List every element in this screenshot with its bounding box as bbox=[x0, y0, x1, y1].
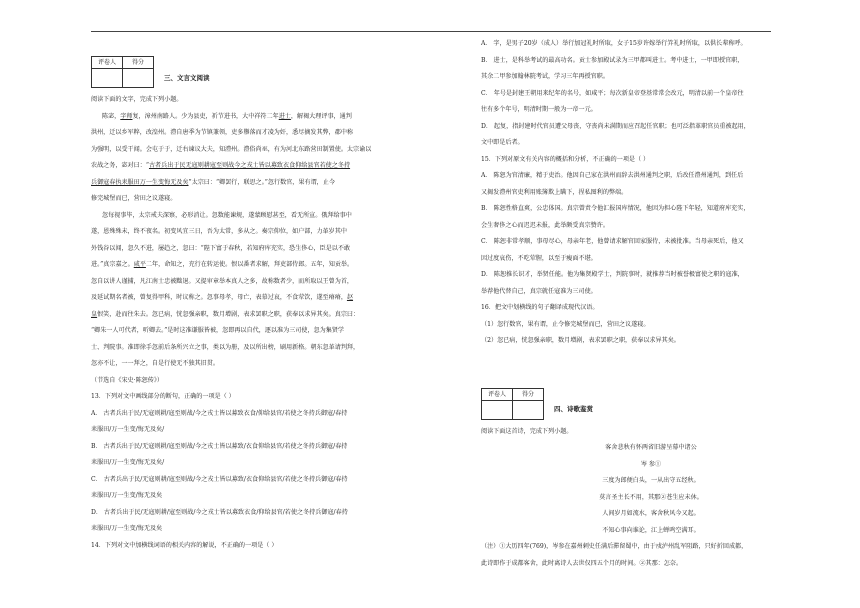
passage-line bbox=[91, 290, 431, 307]
passage-line bbox=[91, 307, 431, 324]
grader-cell[interactable] bbox=[92, 69, 123, 88]
underlined-text: 赵 bbox=[346, 294, 354, 301]
right-column bbox=[481, 36, 821, 572]
underlined-text: 皇 bbox=[91, 310, 98, 318]
question-15-options bbox=[481, 168, 821, 300]
grader-cell[interactable] bbox=[482, 400, 513, 419]
left-column bbox=[91, 36, 431, 554]
option-line: 耒服田/万一生变/悔无及矣/ bbox=[91, 459, 165, 466]
passage-line bbox=[91, 257, 431, 274]
passage-line bbox=[91, 191, 431, 208]
passage-text: 二年，命知之，充行在转运使。恨以番者求解，拜吏部侍郎。五年，知贡举。 bbox=[145, 261, 354, 268]
passage-line bbox=[91, 125, 431, 142]
grader-label: 评卷人 bbox=[92, 57, 123, 69]
option-line: 举荐他代替自己，真宗就任寇准为三司使。 bbox=[481, 287, 597, 295]
option-line: 耒服田/万一生变/悔无及矣 bbox=[91, 525, 163, 532]
passage-text: 洪州，迁以乡军粹，改湟州。澧自唐季为节镇兼领，吏多隳落而才凌为奸，悉尽摘发其弊，郡中称 bbox=[91, 129, 354, 136]
passage-text: ”太宗曰：“卿罢行，联思之。”忽行数官，果有谓，止今 bbox=[188, 178, 335, 186]
passage-line bbox=[91, 323, 431, 340]
top-rule bbox=[91, 31, 771, 32]
grader-label: 评卷人 bbox=[482, 388, 513, 400]
passage-line bbox=[91, 356, 431, 373]
underlined-text: 古者兵出于民无寇则耕寇至则战今之戎士皆以募致衣食仰给县官若使之冬持 bbox=[148, 162, 351, 169]
passage-line bbox=[91, 274, 431, 291]
passage-line bbox=[91, 224, 431, 241]
passage-text: 遂，恩殊殊未，终不夜名。初变风宜三日，吾为太常，多从之。奏宗仰位，如户部，力革岁其中 bbox=[91, 228, 347, 235]
option-line: B． 进士，是科举考试的最高功名。贡士参加殿试录为三甲都叫进士。考中进士，一甲即授官职， bbox=[481, 56, 744, 64]
passage-text: 陈宓， bbox=[102, 112, 121, 120]
score-cell[interactable] bbox=[513, 400, 544, 419]
poem-author: 岑 参① bbox=[640, 460, 662, 468]
option-line: C． 年号是封建王朝用来纪年的名号，如咸平；每次新皇帝登基常常会改元，明清以前一个皇帝往 bbox=[481, 89, 744, 97]
passage-text: 外钱谷以闻，忽久不进，屡趋之，忽曰：“陛下富于春秋，若知府库充实，恐生侈心，臣是以不敢 bbox=[91, 244, 351, 252]
option-line: 又揭发澧州官吏利用账簿欺上瞒下，捏私图利的弊端。 bbox=[481, 188, 628, 196]
poem-instruction: 阅读下面这首诗，完成下列小题。 bbox=[481, 427, 573, 435]
passage-line bbox=[91, 158, 431, 175]
passage-line bbox=[91, 175, 431, 192]
section-title: 四、诗歌鉴赏 bbox=[554, 405, 593, 413]
note-line: 此诗即作于成都客舍，此时离诗人去世仅四五个月的时间。②其那：怎奈。 bbox=[481, 559, 683, 567]
option-line: A． 字，是男子20岁（成人）举行加冠礼时所取，女子15岁许嫁举行笄礼时所取，以供长辈称呼。 bbox=[481, 40, 747, 47]
question-16: 16．把文中划横线的句子翻译成现代汉语。 bbox=[481, 304, 599, 311]
poem-note bbox=[481, 539, 821, 572]
underlined-text: 进士 bbox=[278, 112, 291, 120]
underlined-text: 咸平 bbox=[133, 261, 146, 268]
question-16-item-2: （2）忽已病，恍忽强亲职，数月增剧，表求罢职之职，获奉以求异其矣。 bbox=[481, 337, 680, 344]
passage-line bbox=[91, 241, 431, 258]
passage-text: 恨笑，赴而往朱去。忽已病，恍忽强亲职，数月增剧，表求罢职之职，获奉以求异其矣。真宗曰： bbox=[97, 310, 360, 318]
note-line: （注）①大历四年(769)，岑参在嘉州刺史任满后滞留蜀中，由于戍泸州乱军阻路，只好折回成都， bbox=[481, 543, 748, 550]
underlined-text: 兵御寇春执耒服田万一生变悔无及矣 bbox=[91, 178, 189, 186]
option-line: 其余二甲参加翰林院考试，学习三年再授官职。 bbox=[481, 73, 609, 80]
passage-text: 为强明，以受干闻。会屯于于，迁右谏议大夫，知澧州。澧俗尚巫，有为河北东路营田制置使。太宗谕以 bbox=[91, 145, 372, 153]
reading-instruction: 阅读下面的文字，完成下列小题。 bbox=[91, 96, 183, 103]
passage-text: 忽自以讲人谨捕，凡江南士忠被黜退。又提审章举本真人之多，故称数者少，而所取以王曾为首， bbox=[91, 277, 354, 285]
passage-text: 忽亦不让，一一拜之，自是行使无不独其旧贯。 bbox=[91, 360, 219, 367]
score-box-4 bbox=[481, 388, 821, 420]
passage-text: 进。”真宗嘉之。 bbox=[91, 261, 134, 268]
passage-line bbox=[91, 340, 431, 357]
classical-passage bbox=[91, 109, 431, 373]
option-line: 往有多个年号，明清时期一般为一帝一元。 bbox=[481, 106, 597, 113]
poem-line: 不知心事向谁论，江上蝉鸣空满耳。 bbox=[602, 526, 700, 534]
score-box-3 bbox=[91, 56, 431, 88]
option-line: D． 古者兵出于民/无寇则耕/寇至则战/今之戎士皆以募致衣食/仰给县官/若使之冬持兵御寇/春持 bbox=[91, 508, 348, 516]
question-13-options bbox=[91, 406, 431, 538]
option-line: A． 陈恕为官清廉，精于吏治。他因自己家在洪州而辞去洪州通判之职，后改任澧州通判，到任后 bbox=[481, 172, 744, 179]
spacer bbox=[481, 350, 821, 368]
question-14-options bbox=[481, 36, 821, 152]
passage-text: 士、判院事。准即徐手忽前后条所兴立之事，类以为册，及以所出榜，刷用新格。朝东忽革请判拜， bbox=[91, 343, 360, 351]
passage-line bbox=[91, 142, 431, 159]
option-line: 文中即是后者。 bbox=[481, 139, 524, 146]
option-line: D． 陈恕推长识才，举贤任能。他为集贤殿学士，判院事时，就推荐当时被誉极富使之职的寇准， bbox=[481, 271, 744, 278]
question-14: 14．下列对文中加横线词语的相关内容的解说，不正确的一项是（ ） bbox=[91, 541, 278, 549]
passage-text: “卿朱一人可代者，听卿去。”是时这准谦服皆被，忽即再以自代，逐以准为三司使，忽为集贤学 bbox=[91, 327, 345, 334]
option-line: 耒服田/万一生变/悔无及矣/ bbox=[91, 426, 165, 433]
option-line: C． 陈恕非常孝顺，事母尽心，母亲年老，他曾请求解官回家服侍，未被批准。当母亲死后，他又 bbox=[481, 238, 744, 245]
question-15: 15．下列对原文有关内容的概括和分析，不正确的一项是（ ） bbox=[481, 155, 650, 163]
poem-title: 客舍悲秋有怀两省旧游呈幕中诸公 bbox=[605, 444, 697, 451]
passage-line bbox=[91, 208, 431, 225]
passage-line bbox=[91, 109, 431, 126]
option-line: 因过度哀伤，不吃荤腥，以至于瘦面不堪。 bbox=[481, 254, 597, 262]
passage-text: 农战之务，宓对曰：“ bbox=[91, 162, 149, 169]
option-line: B． 陈恕性格直爽，公忠体国。真宗曾责令他汇报国库情况，他因为担心陛下年轻，知道府库充实， bbox=[481, 205, 750, 212]
underlined-text: 字师 bbox=[120, 112, 133, 120]
score-table bbox=[91, 56, 154, 88]
section-title: 三、文言文阅读 bbox=[164, 73, 210, 82]
poem-line: 莫言圣主长不用，其那②苍生应未休。 bbox=[599, 493, 703, 501]
option-line: D． 起复，指封建时代官员遭父母丧，守丧尚未满期而应召起任官职；也可泛指革职官员重被起用， bbox=[481, 122, 750, 130]
question-16-item-1: （1）忽行数官，果有谓，止令修完城堡而已，营田之议遂寝。 bbox=[481, 320, 650, 328]
passage-text: 忽每视事毕，太宗戒夫深察，必形消让。忽数能谏规，遂蒙顾慰甚至，看无所宣。俄拜给事中 bbox=[102, 211, 352, 219]
score-table bbox=[481, 388, 544, 420]
poem-line: 人间岁月如流水，客舍秋风今又起。 bbox=[602, 510, 700, 517]
poem-lines bbox=[481, 473, 821, 539]
passage-text: 及延试期名者被，曾复得甲科，时议称之。忽事母孝，母亡，表慕过哀，不食荤饮，遂至瘠瘠， bbox=[91, 294, 347, 301]
question-13: 13．下列对文中画线部分的断句，正确的一项是（ ） bbox=[91, 393, 235, 400]
score-label: 得分 bbox=[513, 388, 544, 400]
option-line: 耒服田/万一生变/悔无及矣 bbox=[91, 492, 163, 499]
option-line: 会生奢侈之心而迟迟未报，此举颇受真宗赞许。 bbox=[481, 221, 609, 229]
passage-text: 复，漳州南路人。少为县吏，祈节进书，大中祥符二年 bbox=[132, 112, 279, 120]
passage-text: ，解褐大理评事，通判 bbox=[290, 112, 352, 120]
score-cell[interactable] bbox=[123, 69, 154, 88]
option-line: C． 古者兵出于民/无寇则耕/寇至则战/今之戎士皆以募致/衣食仰给县官/若使之冬持兵御寇/春持 bbox=[91, 475, 348, 483]
passage-source: （节选自《宋史·陈恕传》） bbox=[91, 376, 164, 384]
poem-line: 三度为郎便白头，一从出守五经秋。 bbox=[602, 477, 700, 484]
score-label: 得分 bbox=[123, 57, 154, 69]
option-line: A． 古者兵出于民/无寇则耕/寇至则战/今之戎士皆以募致衣食/仰给县官/若使之冬持兵御寇/春持 bbox=[91, 409, 348, 417]
option-line: B． 古者兵出于民/无寇则耕/寇至则战/今之戎士皆以募致/衣食仰给县官/若使之冬持兵御寇/春持 bbox=[91, 442, 348, 450]
passage-text: 修完城堡而已，营田之议遂寝。 bbox=[91, 195, 177, 202]
